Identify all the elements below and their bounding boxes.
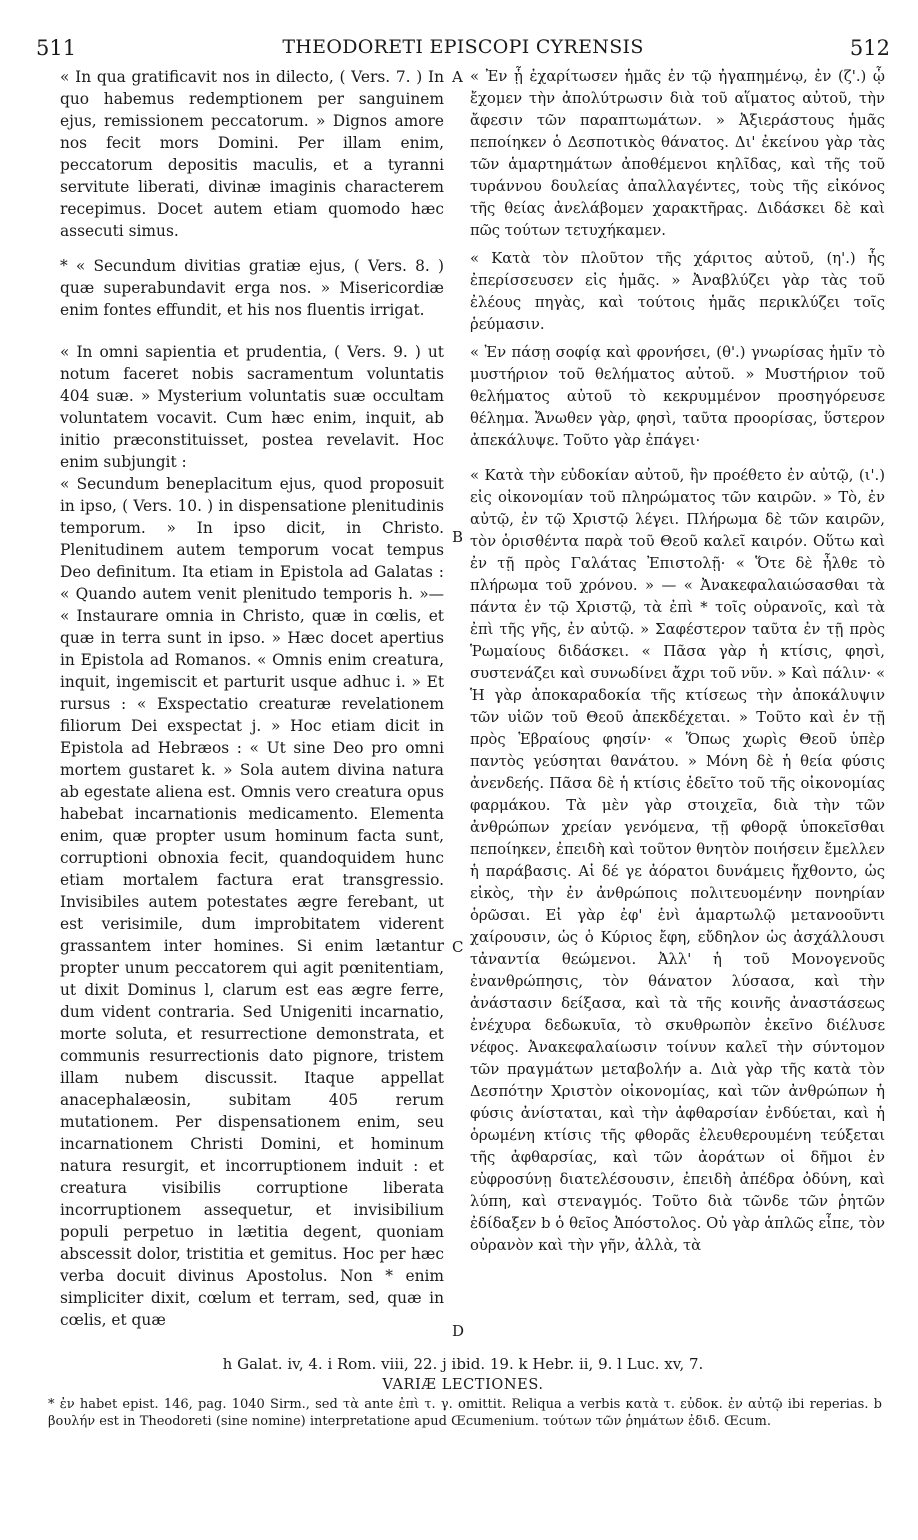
variae-lectiones-text: * ἐν habet epist. 146, pag. 1040 Sirm., sed τὰ ante ἐπὶ τ. γ. omittit. Reliqua a verbis κατὰ τ. εὐδοκ. ἐν αὐτῷ ibi reperias. b βουλήν est in Theodoreti (sine nomine) interpretatione apud Œcumenium. τούτων τῶν ῥημάτων ἐδιδ. Œcum. — [48, 1397, 882, 1429]
running-title: THEODORETI EPISCOPI CYRENSIS — [282, 36, 644, 58]
page-number-left: 511 — [36, 36, 77, 60]
greek-paragraph: « Ἐν πάσῃ σοφίᾳ καὶ φρονήσει, (θ'.) γνωρίσας ἡμῖν τὸ μυστήριον τοῦ θελήματος αὐτοῦ. » Μυστήριον τοῦ θελήματος αὐτοῦ τὸ κεκρυμμένον προσηγόρευσε θέλημα. Ἄνωθεν γὰρ, φησὶ, ταῦτα προορίσας, ὕστερον ἀπεκάλυψε. Τοῦτο γὰρ ἐπάγει· — [470, 344, 885, 449]
greek-paragraph: « Κατὰ τὴν εὐδοκίαν αὐτοῦ, ἣν προέθετο ἐν αὐτῷ, (ι'.) εἰς οἰκονομίαν τοῦ πληρώματος τῶν καιρῶν. » Τὸ, ἐν αὐτῷ, ἐν τῷ Χριστῷ λέγει. Πλήρωμα δὲ τῶν καιρῶν, τὸν ὁρισθέντα παρὰ τοῦ Θεοῦ καλεῖ καιρόν. Οὕτω καὶ ἐν τῇ πρὸς Γαλάτας Ἐπιστολῇ· « Ὅτε δὲ ἦλθε τὸ πλήρωμα τοῦ χρόνου. » — « Ἀνακεφαλαιώσασθαι τὰ πάντα ἐν τῷ Χριστῷ, τὰ ἐπὶ * τοῖς οὐρανοῖς, καὶ τὰ ἐπὶ τῆς γῆς, ἐν αὐτῷ. » Σαφέστερον ταῦτα ἐν τῇ πρὸς Ῥωμαίους διδάσκει. « Πᾶσα γὰρ ἡ κτίσις, φησὶ, συστενάζει καὶ συνωδίνει ἄχρι τοῦ νῦν. » Καὶ πάλιν· « Ἡ γὰρ ἀποκαραδοκία τῆς κτίσεως τὴν ἀποκάλυψιν τῶν υἱῶν τοῦ Θεοῦ ἀπεκδέχεται. » Τοῦτο καὶ ἐν τῇ πρὸς Ἑβραίους φησίν· « Ὅπως χωρὶς Θεοῦ ὑπὲρ παντὸς γεύσηται θανάτου. » Μόνη δὲ ἡ θεία φύσις ἀνενδεής. Πᾶσα δὲ ἡ κτίσις ἐδεῖτο τοῦ τῆς οἰκονομίας φαρμάκου. Τὰ μὲν γὰρ στοιχεῖα, διὰ τὴν τῶν ἀνθρώπων χρείαν γενόμενα, τῇ φθορᾷ ὑποκεῖσθαι πεποίηκεν, ἐπειδὴ καὶ τοῦτον θνητὸν ποιήσειν ἔμελλεν ἡ παράβασις. Αἱ δέ γε ἀόρατοι δυνάμεις ἤχθοντο, ὡς εἰκὸς, τὴν ἐν ἀνθρώποις πολιτευομένην πονηρίαν ὁρῶσαι. Εἰ γὰρ ἐφ' ἑνὶ ἁμαρτωλῷ μετανοοῦντι χαίρουσιν, ὡς ὁ Κύριος ἔφη, εὔδηλον ὡς ἀσχάλλουσι τἀναντία θεώμενοι. Ἀλλ' ἡ τοῦ Μονογενοῦς ἐνανθρώπησις, τὸν θάνατον λύσασα, καὶ τὴν ἀνάστασιν δείξασα, καὶ τὰ τῆς κοινῆς ἀναστάσεως ἐνέχυρα δεδωκυῖα, τὸ σκυθρωπὸν ἐκεῖνο διέλυσε νέφος. Ἀνακεφαλαίωσιν τοίνυν καλεῖ τὴν σύντομον τῶν πραγμάτων μεταβολήν a. Διὰ γὰρ τῆς κατὰ τὸν Δεσπότην Χριστὸν οἰκονομίας, καὶ τῶν ἀνθρώπων ἡ φύσις ἀνίσταται, καὶ τὴν ἀφθαρσίαν ἐνδύεται, καὶ ἡ ὁρωμένη κτίσις τῆς φθορᾶς ἐλευθερουμένη τεύξεται τῆς ἀφθαρσίας, καὶ τῶν ἀοράτων οἱ δῆμοι ἐν εὐφροσύνῃ διατελέσουσιν, ἐπειδὴ ἀπέδρα ὀδύνη, καὶ λύπη, καὶ στεναγμός. Τοῦτο διὰ τῶνδε τῶν ῥητῶν ἐδίδαξεν b ὁ θεῖος Ἀπόστολος. Οὐ γὰρ ἁπλῶς εἶπε, τὸν οὐρανὸν καὶ τὴν γῆν, ἀλλὰ, τὰ — [470, 467, 886, 1254]
section-letter-b: B — [452, 528, 464, 546]
running-header — [36, 36, 890, 64]
section-letter-d: D — [452, 1322, 465, 1340]
variae-lectiones-title: VARIÆ LECTIONES. — [382, 1377, 544, 1393]
footnotes: h Galat. iv, 4. i Rom. viii, 22. j ibid. 19. k Hebr. ii, 9. l Luc. xv, 7. — [222, 1355, 704, 1373]
section-letter-c: C — [452, 938, 464, 956]
greek-paragraph: « Ἐν ᾗ ἐχαρίτωσεν ἡμᾶς ἐν τῷ ἠγαπημένῳ, ἐν (ζ'.) ᾧ ἔχομεν τὴν ἀπολύτρωσιν διὰ τοῦ αἵματος αὐτοῦ, τὴν ἄφεσιν τῶν παραπτωμάτων. » Ἀξιεράστους ἡμᾶς πεποίηκεν ὁ Δεσποτικὸς θάνατος. Δι' ἐκείνου γὰρ τὰς τῶν ἁμαρτημάτων ἀποθέμενοι κηλῖδας, καὶ τῆς τοῦ τυράννου δουλείας ἀπαλλαγέντες, τοὺς τῆς εἰκόνος τῆς θείας ἀνελάβομεν χαρακτῆρας. Διδάσκει δὲ καὶ πῶς τούτων τετυχήκαμεν. — [470, 68, 885, 239]
greek-column — [470, 66, 885, 1257]
section-letter-a: A — [452, 68, 463, 86]
latin-paragraph: « In qua gratificavit nos in dilecto, ( Vers. 7. ) In quo habemus redemptionem per sanguinem ejus, remissionem peccatorum. » Dignos amore nos fecit mors Domini. Per illam enim, peccatorum depositis maculis, et a tyranni servitute liberati, divinæ imaginis characterem recepimus. Docet autem etiam quomodo hæc assecuti simus. — [60, 68, 444, 240]
latin-column — [60, 66, 444, 1331]
greek-paragraph: « Κατὰ τὸν πλοῦτον τῆς χάριτος αὐτοῦ, (η'.) ἧς ἐπερίσσευσεν εἰς ἡμᾶς. » Ἀναβλύζει γὰρ τὰς τοῦ ἐλέους πηγὰς, καὶ τούτοις ἡμᾶς περικλύζει τοῖς ῥεύμασιν. — [470, 250, 885, 333]
page-number-right: 512 — [849, 36, 890, 60]
latin-paragraph: « In omni sapientia et prudentia, ( Vers. 9. ) ut notum faceret nobis sacramentum voluntatis 404 suæ. » Mysterium voluntatis suæ occultam voluntatem vocavit. Cum hæc enim, inquit, ab initio præconstituisset, postea revelavit. Hoc enim subjungit : — [60, 343, 444, 471]
latin-paragraph: * « Secundum divitias gratiæ ejus, ( Vers. 8. ) quæ superabundavit erga nos. » Misericordiæ enim fontes effundit, et his nos fluentis irrigat. — [60, 257, 444, 319]
page-notes — [36, 1354, 890, 1430]
latin-paragraph: « Secundum beneplacitum ejus, quod proposuit in ipso, ( Vers. 10. ) in dispensatione plenitudinis temporum. » In ipso dicit, in Christo. Plenitudinem autem temporum vocat tempus Deo definitum. Ita etiam in Epistola ad Galatas : « Quando autem venit plenitudo temporis h. »— « Instaurare omnia in Christo, quæ in cœlis, et quæ in terra sunt in ipso. » Hæc docet apertius in Epistola ad Romanos. « Omnis enim creatura, inquit, ingemiscit et parturit usque adhuc i. » Et rursus : « Exspectatio creaturæ revelationem filiorum Dei exspectat j. » Hoc etiam dicit in Epistola ad Hebræos : « Ut sine Deo pro omni mortem gustaret k. » Sola autem divina natura ab egestate aliena est. Omnis vero creatura opus habebat incarnationis medicamento. Elementa enim, quæ propter usum hominum facta sunt, corruptioni obnoxia fecit, quandoquidem hunc etiam mortalem factura erat transgressio. Invisibiles autem potestates ægre ferebant, ut est verisimile, dum improbitatem viderent grassantem inter homines. Si enim lætantur propter unum peccatorem qui agit pœnitentiam, ut dixit Dominus l, clarum est eas ægre ferre, dum vident contraria. Sed Unigeniti incarnatio, morte soluta, et resurrectione demonstrata, et communis resurrectionis dato pignore, tristem illam nubem discussit. Itaque appellat anacephalæosin, subitam 405 rerum mutationem. Per dispensationem enim, seu incarnationem Christi Domini, et hominum natura resurgit, et incorruptionem induit : et creatura visibilis corruptione liberata incorruptionem assequetur, et invisibilium populi perpetuo in lætitia degent, quoniam abscessit dolor, tristitia et gemitus. Hoc per hæc verba docuit divinus Apostolus. Non * enim simpliciter dixit, cœlum et terram, sed, quæ in cœlis, et quæ — [60, 475, 444, 1329]
